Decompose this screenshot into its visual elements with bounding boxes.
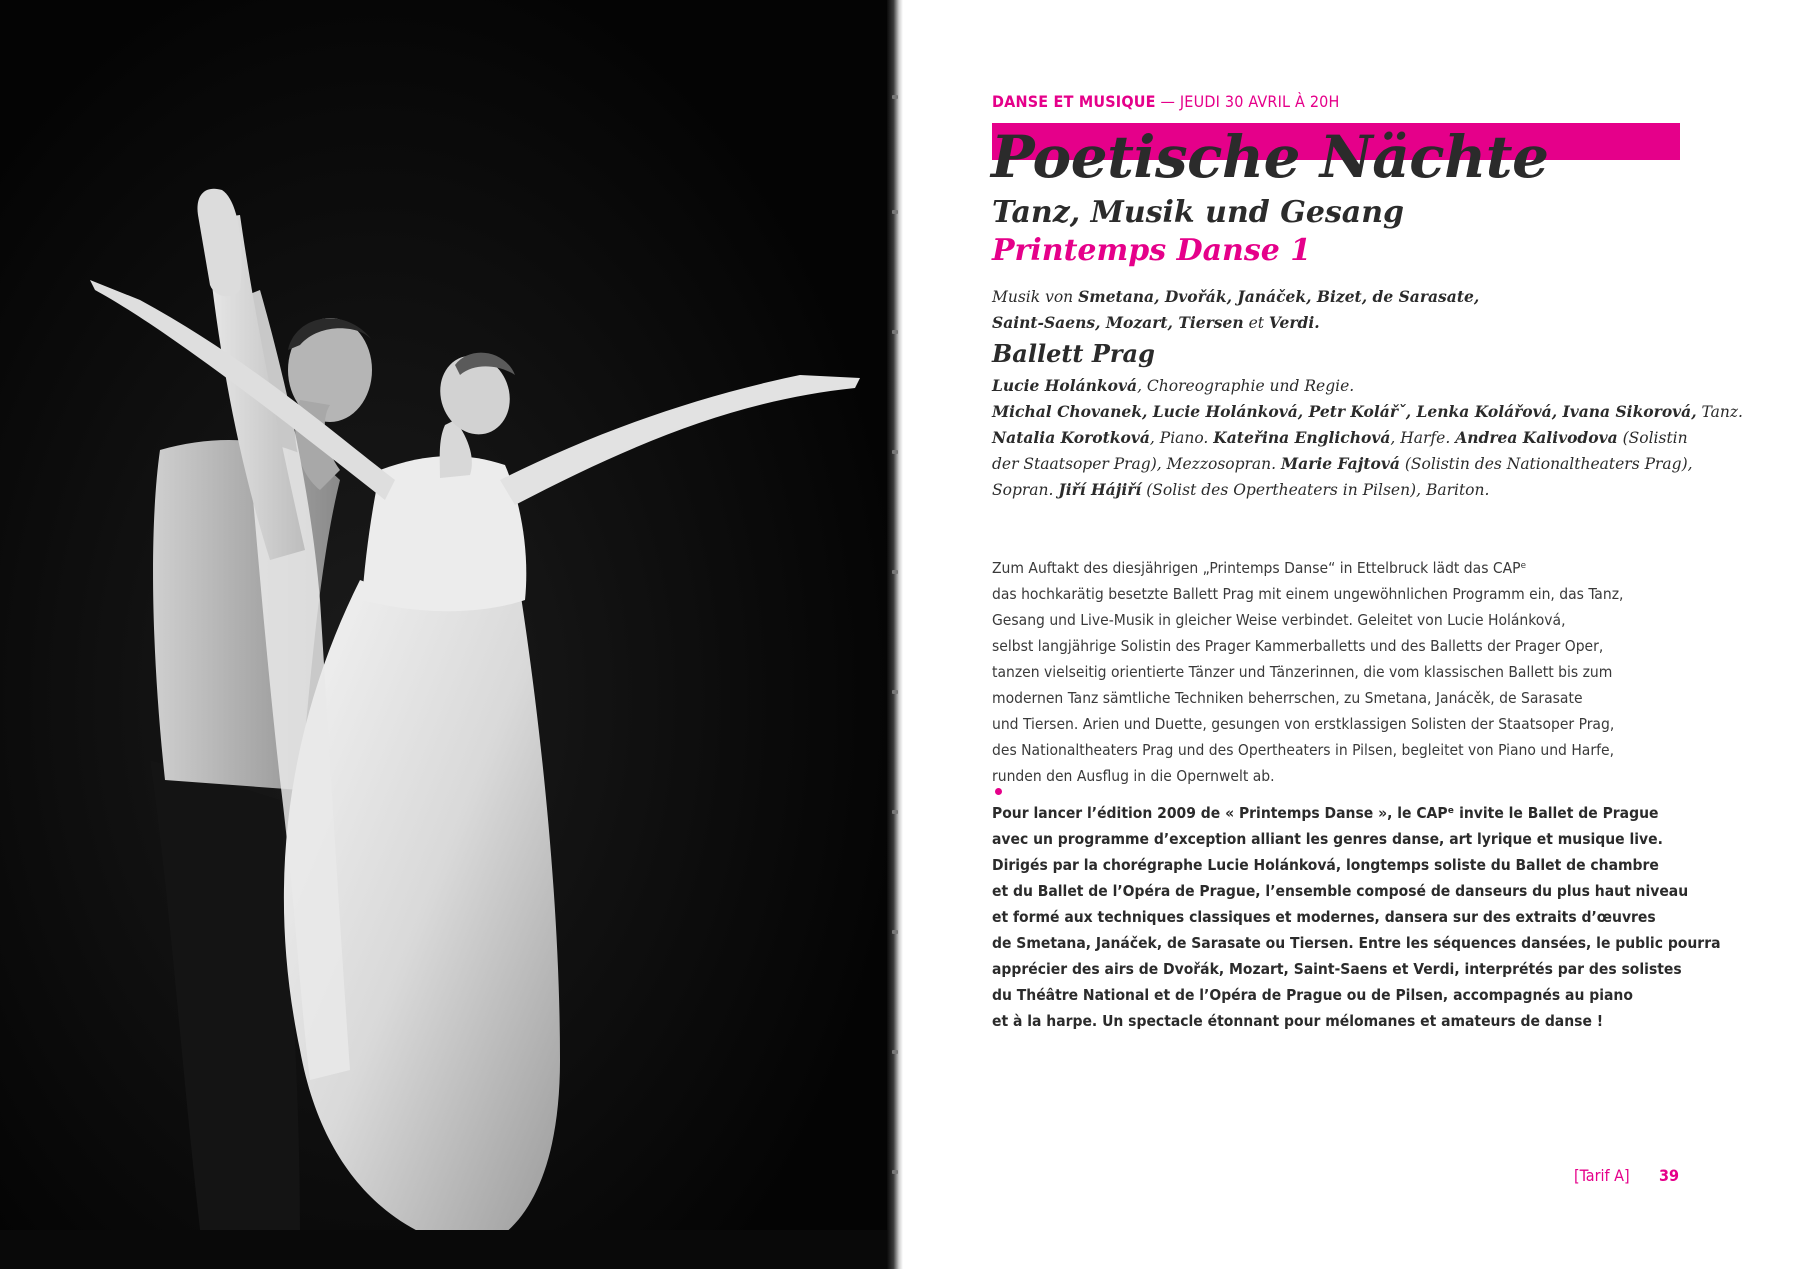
soprano-role-1: (Solistin des Nationaltheaters Prag), bbox=[1399, 455, 1693, 473]
harpist-name: Kateřina Englichová bbox=[1213, 428, 1391, 447]
mezzo-role-1: (Solistin bbox=[1617, 429, 1688, 447]
event-title: Poetische Nächte bbox=[991, 123, 1549, 191]
event-kicker bbox=[992, 92, 1340, 111]
binding-mark bbox=[892, 690, 898, 694]
cast-line bbox=[992, 425, 1704, 451]
event-category: DANSE ET MUSIQUE bbox=[992, 92, 1156, 111]
paragraph-line: des Nationaltheaters Prag und des Opertheaters in Pilsen, begleitet von Piano und Harfe, bbox=[992, 741, 1614, 759]
composers-joiner: et bbox=[1243, 314, 1269, 332]
choreographer-role: , Choreographie und Regie. bbox=[1137, 377, 1355, 395]
german-description bbox=[992, 555, 1704, 789]
paragraph-line: tanzen vielseitig orientierte Tänzer und Tänzerinnen, die vom klassischen Ballett bis zum bbox=[992, 663, 1613, 681]
baritone-name: Jiří Hájiří bbox=[1058, 480, 1142, 499]
music-credits bbox=[992, 284, 1692, 336]
paragraph-line: du Théâtre National et de l’Opéra de Prague ou de Pilsen, accompagnés au piano bbox=[992, 986, 1633, 1004]
dancers-role: Tanz. bbox=[1696, 403, 1743, 421]
pianist-role: , Piano. bbox=[1149, 429, 1214, 447]
paragraph-line: avec un programme d’exception alliant les genres danse, art lyrique et musique live. bbox=[992, 830, 1663, 848]
binding-mark bbox=[892, 930, 898, 934]
ballet-dancers-photo bbox=[0, 0, 895, 1269]
section-bullet-icon bbox=[995, 788, 1002, 795]
cast-line bbox=[992, 477, 1704, 503]
choreographer-name: Lucie Holánková bbox=[992, 376, 1138, 395]
paragraph-line: das hochkarätig besetzte Ballett Prag mit einem ungewöhnlichen Programm ein, das Tanz, bbox=[992, 585, 1624, 603]
paragraph-line: selbst langjährige Solistin des Prager Kammerballetts und des Balletts der Prager Oper, bbox=[992, 637, 1604, 655]
paragraph-line: apprécier des airs de Dvořák, Mozart, Saint-Saens et Verdi, interprétés par des solistes bbox=[992, 960, 1682, 978]
book-spine bbox=[887, 0, 903, 1269]
cast-line bbox=[992, 373, 1704, 399]
composers-line-1: Smetana, Dvořák, Janáček, Bizet, de Sarasate, bbox=[1078, 287, 1480, 306]
binding-mark bbox=[892, 210, 898, 214]
cast-credits bbox=[992, 373, 1743, 503]
paragraph-line: et à la harpe. Un spectacle étonnant pour mélomanes et amateurs de danse ! bbox=[992, 1012, 1604, 1030]
composers-line-2: Saint-Saens, Mozart, Tiersen bbox=[992, 313, 1244, 332]
dancers-names: Michal Chovanek, Lucie Holánková, Petr Kolářˇ, Lenka Kolářová, Ivana Sikorová, bbox=[992, 402, 1697, 421]
price-tier: [Tarif A] bbox=[1574, 1166, 1630, 1185]
paragraph-line: et du Ballet de l’Opéra de Prague, l’ensemble composé de danseurs du plus haut niveau bbox=[992, 882, 1689, 900]
mezzo-role-2: der Staatsoper Prag), Mezzosopran. bbox=[992, 455, 1282, 473]
paragraph-line: und Tiersen. Arien und Duette, gesungen von erstklassigen Solisten der Staatsoper Prag, bbox=[992, 715, 1615, 733]
paragraph-line: Gesang und Live-Musik in gleicher Weise verbindet. Geleitet von Lucie Holánková, bbox=[992, 611, 1566, 629]
mezzo-name: Andrea Kalivodova bbox=[1455, 428, 1618, 447]
baritone-role: (Solist des Opertheaters in Pilsen), Bariton. bbox=[1141, 481, 1490, 499]
soprano-role-2: Sopran. bbox=[992, 481, 1059, 499]
binding-mark bbox=[892, 1050, 898, 1054]
dance-photograph bbox=[0, 0, 895, 1269]
soprano-name: Marie Fajtová bbox=[1281, 454, 1400, 473]
music-prefix: Musik von bbox=[992, 288, 1079, 306]
binding-mark bbox=[892, 95, 898, 99]
french-description bbox=[992, 800, 1721, 1034]
binding-mark bbox=[892, 570, 898, 574]
binding-mark bbox=[892, 330, 898, 334]
event-date: — JEUDI 30 AVRIL À 20H bbox=[1160, 92, 1340, 111]
cast-line bbox=[992, 399, 1743, 425]
pianist-name: Natalia Korotková bbox=[992, 428, 1150, 447]
company-name: Ballett Prag bbox=[992, 339, 1155, 368]
paragraph-line: et formé aux techniques classiques et modernes, dansera sur des extraits d’œuvres bbox=[992, 908, 1656, 926]
cast-line bbox=[992, 451, 1704, 477]
event-subtitle: Tanz, Musik und Gesang bbox=[992, 195, 1405, 230]
binding-mark bbox=[892, 1170, 898, 1174]
paragraph-line: Pour lancer l’édition 2009 de « Printemps Danse », le CAPᵉ invite le Ballet de Prague bbox=[992, 804, 1659, 822]
paragraph-line: modernen Tanz sämtliche Techniken beherrschen, zu Smetana, Janácěk, de Sarasate bbox=[992, 689, 1583, 707]
paragraph-line: de Smetana, Janáček, de Sarasate ou Tiersen. Entre les séquences dansées, le public pourra bbox=[992, 934, 1721, 952]
paragraph-line: Zum Auftakt des diesjährigen „Printemps Danse“ in Ettelbruck lädt das CAPᵉ bbox=[992, 559, 1527, 577]
event-series: Printemps Danse 1 bbox=[992, 233, 1312, 268]
paragraph-line: runden den Ausflug in die Opernwelt ab. bbox=[992, 767, 1275, 785]
page-number: 39 bbox=[1659, 1166, 1680, 1185]
harpist-role: , Harfe. bbox=[1390, 429, 1456, 447]
program-text-page bbox=[903, 0, 1800, 1269]
last-composer: Verdi. bbox=[1268, 313, 1320, 332]
binding-mark bbox=[892, 810, 898, 814]
binding-mark bbox=[892, 450, 898, 454]
paragraph-line: Dirigés par la chorégraphe Lucie Holánková, longtemps soliste du Ballet de chambre bbox=[992, 856, 1659, 874]
